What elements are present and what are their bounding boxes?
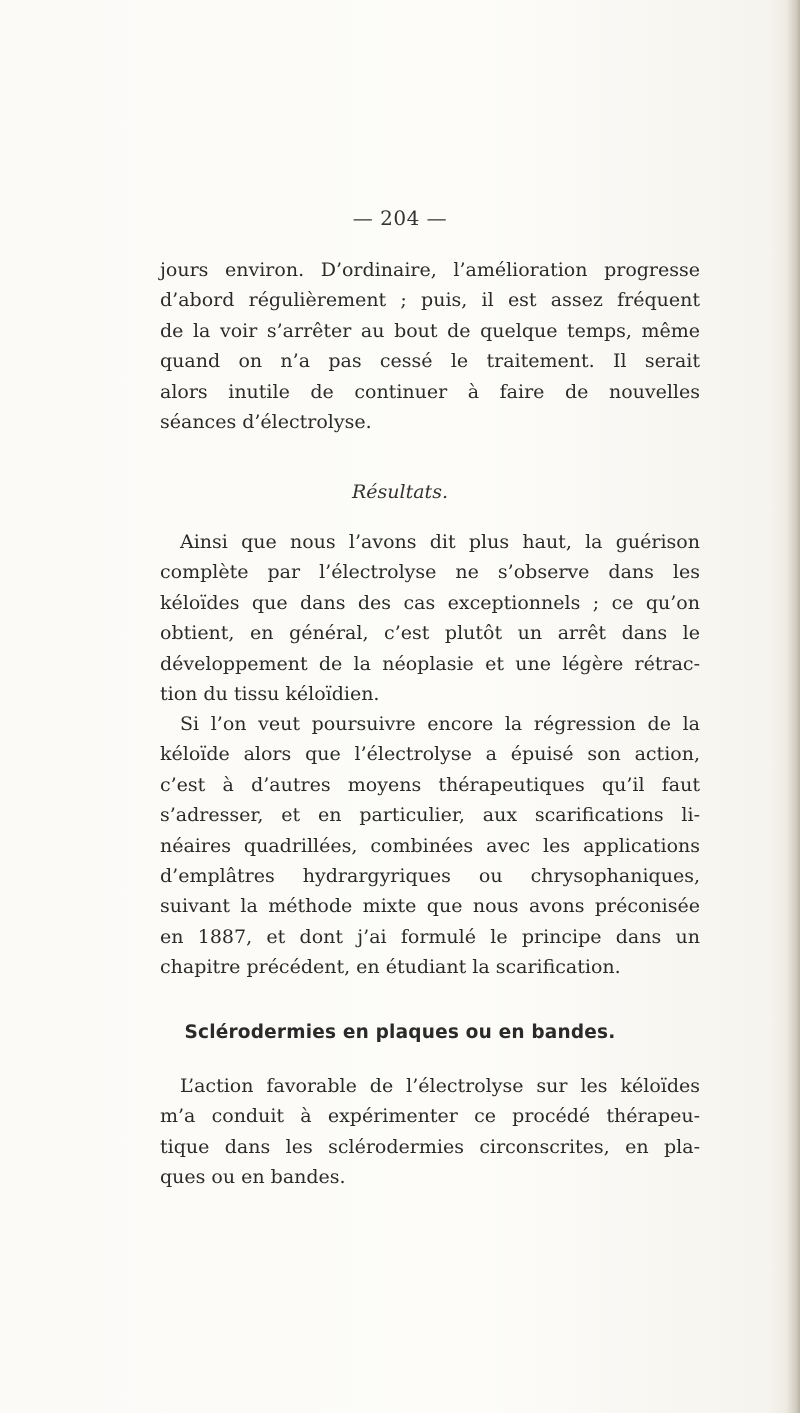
text-line: de la voir s’arrêter au bout de quelque temps, même <box>160 319 700 342</box>
text-line: chapitre précédent, en étudiant la scarification. <box>160 956 621 979</box>
section-title-resultats: Résultats. <box>351 481 448 503</box>
text-line: obtient, en général, c’est plutôt un arrêt dans le <box>160 622 700 645</box>
text-line: développement de la néoplasie et une légère rétrac- <box>160 652 700 675</box>
text-line: en 1887, et dont j’ai formulé le principe dans un <box>160 925 700 948</box>
text-line: alors inutile de continuer à faire de nouvelles <box>160 380 700 403</box>
text-line: L’action favorable de l’électrolyse sur les kéloïdes <box>180 1075 700 1097</box>
text-line: complète par l’électrolyse ne s’observe dans les <box>160 561 700 584</box>
text-line: m’a conduit à expérimenter ce procédé thérapeu- <box>160 1105 700 1128</box>
text-line: d’abord régulièrement ; puis, il est assez fréquent <box>160 289 700 312</box>
paragraph-4 <box>160 1071 700 1193</box>
text-line: ques ou en bandes. <box>160 1166 346 1189</box>
text-line: c’est à d’autres moyens thérapeutiques qu’il faut <box>160 773 700 796</box>
text-line: suivant la méthode mixte que nous avons préconisée <box>160 895 700 918</box>
text-line: tion du tissu kéloïdien. <box>160 682 380 705</box>
text-line: kéloïde alors que l’électrolyse a épuisé son action, <box>160 743 700 766</box>
text-line: tique dans les sclérodermies circonscrites, en pla- <box>160 1135 700 1158</box>
text-line: Si l’on veut poursuivre encore la régression de la <box>180 713 700 735</box>
text-line: kéloïdes que dans des cas exceptionnels ; ce qu’on <box>160 591 700 614</box>
text-line: s’adresser, et en particulier, aux scarifications li- <box>160 804 700 827</box>
section-heading-sclerodermies: Sclérodermies en plaques ou en bandes. <box>184 1022 616 1043</box>
text-line: quand on n’a pas cessé le traitement. Il serait <box>160 350 700 373</box>
page-number: — 204 — <box>352 206 448 230</box>
text-line: d’emplâtres hydrargyriques ou chrysophaniques, <box>160 864 700 887</box>
paragraph-1 <box>160 255 700 437</box>
paragraph-2 <box>160 527 700 709</box>
paragraph-3 <box>160 709 700 983</box>
text-line: Ainsi que nous l’avons dit plus haut, la guérison <box>180 531 700 553</box>
text-line: jours environ. D’ordinaire, l’amélioration progresse <box>160 259 700 281</box>
text-line: séances d’électrolyse. <box>160 410 372 433</box>
text-line: néaires quadrillées, combinées avec les applications <box>160 834 700 857</box>
